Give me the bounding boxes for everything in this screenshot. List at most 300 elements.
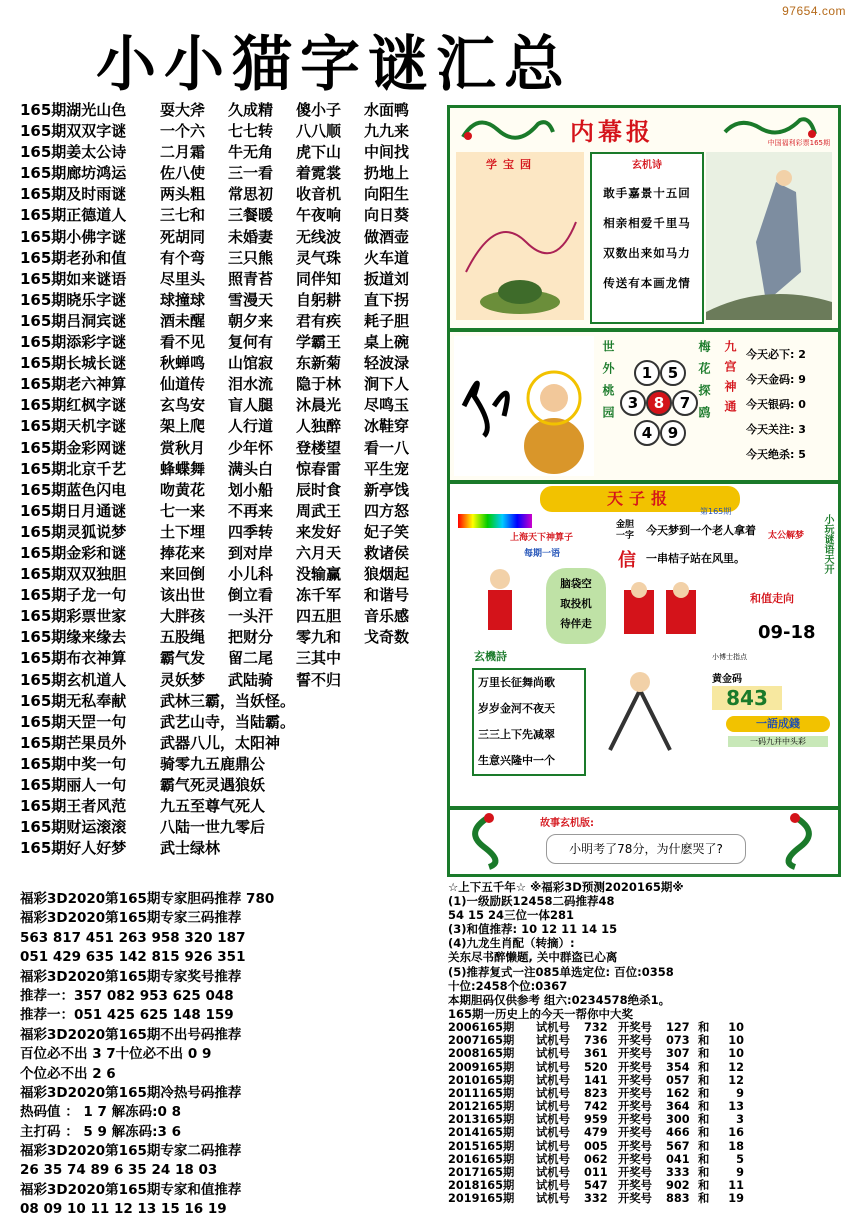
history-cell: 2011165期	[448, 1086, 515, 1100]
riddle-clue: 人行道	[228, 417, 274, 436]
history-row	[448, 1140, 848, 1153]
riddle-row	[20, 606, 440, 627]
history-cell: 开奖号	[618, 1060, 652, 1074]
history-table	[448, 1021, 848, 1206]
history-cell: 试机号	[536, 1073, 570, 1087]
history-cell: 试机号	[536, 1086, 570, 1100]
xin-char: 信	[618, 550, 636, 571]
history-cell: 和	[698, 1126, 710, 1140]
recommendation-line: 福彩3D2020第165期专家三码推荐	[20, 910, 242, 927]
riddle-source: 165期双双字谜	[20, 122, 127, 141]
riddle-clue: 盲人腿	[228, 396, 274, 415]
color-bar	[458, 514, 532, 528]
history-cell: 332	[584, 1192, 608, 1206]
riddle-source: 165期彩票世家	[20, 607, 127, 626]
history-cell: 开奖号	[618, 1113, 652, 1127]
riddle-clue: 常思初	[228, 185, 274, 204]
riddle-clue: 耍大斧	[160, 101, 206, 119]
history-cell: 和	[698, 1166, 710, 1179]
riddle-clue	[364, 670, 436, 691]
history-cell: 开奖号	[618, 1073, 652, 1087]
riddle-row	[20, 416, 440, 437]
riddle-source: 165期王者风范	[20, 797, 127, 816]
xiao-vert-text: 小玩谜语天开	[822, 514, 833, 574]
vert-right-text: 梅花探鸥	[697, 340, 711, 428]
riddle-list	[20, 100, 440, 859]
history-cell: 试机号	[536, 1060, 570, 1074]
turtle-icon	[456, 152, 584, 320]
riddle-clue: 三七和	[160, 206, 206, 225]
history-cell: 479	[584, 1126, 608, 1140]
riddle-clue: 蜂蝶舞	[160, 459, 206, 478]
history-cell: 364	[666, 1100, 690, 1114]
riddle-clue: 未婚妻	[228, 227, 274, 246]
number-ball: 9	[660, 420, 686, 446]
xuanji-poem-line: 岁岁金河不夜天	[478, 702, 555, 715]
riddle-clue: 火车道	[364, 248, 410, 267]
jindan-label: 金胆一字	[616, 520, 635, 541]
shanghai-label: 上海天下神算子	[510, 533, 574, 543]
riddle-clue	[364, 648, 436, 669]
vert-left-text: 世外桃园	[601, 340, 615, 428]
recommendation-line: 推荐一：357 082 953 625 048	[20, 987, 234, 1004]
number-ball: 5	[660, 360, 686, 386]
history-cell: 2013165期	[448, 1113, 515, 1127]
riddle-clue: 收音机	[296, 185, 342, 204]
history-row	[448, 1021, 848, 1034]
riddle-clue: 三只熊	[228, 248, 274, 267]
history-cell: 开奖号	[618, 1047, 652, 1061]
riddle-clue: 傻小子	[296, 101, 342, 119]
dream-line-2: 一串桔子站在风里。	[646, 552, 745, 565]
riddle-clue: 武陆骑	[228, 670, 274, 689]
xuanji-poem-line: 三三上下先减翠	[478, 728, 555, 741]
riddle-row	[20, 627, 440, 648]
riddle-clue: 来发好	[296, 522, 342, 541]
history-cell: 547	[584, 1179, 608, 1193]
site-watermark: 97654.com	[782, 4, 846, 18]
riddle-row	[20, 543, 440, 564]
riddle-source: 165期天罡一句	[20, 712, 127, 731]
history-cell: 和	[698, 1086, 710, 1100]
history-cell: 2017165期	[448, 1166, 515, 1179]
history-cell: 520	[584, 1060, 608, 1074]
riddle-source: 165期双双独胆	[20, 565, 127, 584]
history-cell: 和	[698, 1152, 710, 1166]
riddle-clue: 水面鸭	[364, 101, 410, 119]
dragon-bottom-right-icon	[760, 812, 830, 870]
dream-line-1: 今天梦到一个老人拿着	[646, 524, 756, 537]
prediction-line: 关东尽书醉懒题, 关中群盗已心离	[448, 950, 618, 965]
riddle-clue: 着霓裳	[296, 164, 342, 183]
history-cell: 361	[584, 1047, 608, 1061]
history-cell: 和	[698, 1113, 710, 1127]
riddle-phrase: 骑零九五鹿鼎公	[160, 754, 266, 773]
riddle-clue: 到对岸	[228, 543, 274, 562]
riddle-source: 165期正德道人	[20, 206, 127, 225]
poster-title: 内幕报	[570, 118, 654, 146]
riddle-clue: 死胡同	[160, 227, 206, 246]
riddle-clue: 人独醉	[296, 417, 342, 436]
riddle-clue: 誓不归	[296, 670, 342, 689]
riddle-phrase: 武林三霸，当妖怪。	[160, 691, 296, 710]
riddle-source: 165期及时雨谜	[20, 185, 127, 204]
riddle-clue: 妃子笑	[364, 522, 410, 541]
history-cell: 307	[666, 1047, 690, 1061]
left-picture	[456, 152, 584, 320]
riddle-clue: 一头汗	[228, 607, 274, 626]
history-cell: 和	[698, 1034, 710, 1048]
riddle-source: 165期廊坊鸿运	[20, 164, 127, 183]
bag-line: 取投机	[560, 598, 592, 610]
riddle-row	[20, 670, 440, 691]
riddle-row	[20, 691, 440, 712]
poster-top-panel	[447, 105, 841, 331]
stat-line: 今天关注: 3	[746, 423, 806, 436]
riddle-clue: 山馆寂	[228, 354, 274, 373]
riddle-clue: 照青苔	[228, 269, 274, 288]
monk-icon	[454, 336, 594, 476]
riddle-clue: 留二尾	[228, 649, 274, 668]
history-cell: 试机号	[536, 1166, 570, 1179]
riddle-clue: 小儿科	[228, 565, 274, 584]
riddle-row	[20, 353, 440, 374]
poster-lower-panel	[447, 481, 841, 809]
history-row	[448, 1061, 848, 1074]
poster-issue: 中国福利彩票165期	[767, 139, 830, 147]
riddle-clue: 看不见	[160, 333, 206, 352]
riddle-clue: 二月霜	[160, 143, 206, 162]
history-cell: 141	[584, 1073, 608, 1087]
riddle-clue: 东新菊	[296, 354, 342, 373]
stats-list	[746, 342, 834, 467]
history-cell: 开奖号	[618, 1034, 652, 1048]
riddle-clue: 周武王	[296, 501, 342, 520]
riddle-phrase: 霸气死灵遇狼妖	[160, 776, 266, 794]
history-cell: 开奖号	[618, 1139, 652, 1153]
riddle-row	[20, 142, 440, 163]
poster	[447, 105, 843, 875]
riddle-clue: 扔地上	[364, 164, 410, 183]
history-cell: 2019165期	[448, 1192, 515, 1206]
riddle-row	[20, 248, 440, 269]
recommendation-line: 563 817 451 263 958 320 187	[20, 929, 246, 946]
history-cell: 16	[728, 1126, 744, 1140]
riddle-source: 165期金彩和谜	[20, 543, 127, 562]
history-cell: 试机号	[536, 1126, 570, 1140]
recommendation-line: 福彩3D2020第165期专家胆码推荐 780	[20, 891, 275, 907]
recommendation-line: 051 429 635 142 815 926 351	[20, 949, 246, 966]
riddle-source: 165期缘来缘去	[20, 628, 127, 647]
riddle-clue: 三其中	[296, 649, 342, 668]
riddle-source: 165期玄机道人	[20, 670, 127, 689]
history-cell: 011	[584, 1166, 608, 1179]
taigong-label: 太公解梦	[768, 531, 805, 541]
riddle-clue: 七一来	[160, 501, 206, 520]
riddle-clue: 酒未醒	[160, 311, 206, 330]
riddle-clue: 久成精	[228, 101, 274, 119]
history-cell: 试机号	[536, 1152, 570, 1166]
number-ball: 1	[634, 360, 660, 386]
history-row	[448, 1113, 848, 1126]
number-ball: 7	[672, 390, 698, 416]
history-cell: 823	[584, 1086, 608, 1100]
page-title: 小小猫字谜汇总	[96, 30, 572, 100]
history-cell: 试机号	[536, 1100, 570, 1114]
history-cell: 9	[736, 1166, 744, 1179]
riddle-clue: 一个六	[160, 122, 206, 141]
recommendation-line: 福彩3D2020第165期专家和值推荐	[20, 1181, 242, 1198]
prediction-line: ☆上下五千年☆ ※福彩3D预测2020165期※	[448, 880, 684, 894]
scholar-picture	[706, 152, 832, 320]
riddle-clue: 九九来	[364, 122, 410, 141]
riddle-clue: 赏秋月	[160, 438, 206, 457]
history-cell: 2009165期	[448, 1060, 515, 1074]
history-cell: 10	[728, 1047, 744, 1061]
history-cell: 742	[584, 1100, 608, 1114]
riddle-row	[20, 754, 440, 775]
dragon-bottom-left-icon	[454, 812, 524, 870]
history-cell: 2008165期	[448, 1047, 515, 1061]
history-cell: 10	[728, 1034, 744, 1048]
history-cell: 333	[666, 1166, 690, 1179]
riddle-clue: 轻波渌	[364, 354, 410, 373]
history-row	[448, 1087, 848, 1100]
riddle-source: 165期灵狐说梦	[20, 522, 127, 541]
riddle-source: 165期姜太公诗	[20, 143, 127, 162]
riddle-clue: 和谐号	[364, 586, 410, 605]
riddle-row	[20, 838, 440, 859]
riddle-clue: 雪漫天	[228, 290, 274, 309]
riddle-row	[20, 817, 440, 838]
history-cell: 和	[698, 1060, 710, 1074]
number-ball: 8	[646, 390, 672, 416]
history-cell: 试机号	[536, 1179, 570, 1193]
riddle-source: 165期添彩字谜	[20, 333, 127, 352]
riddle-clue: 新亭饯	[364, 480, 410, 499]
riddle-clue: 四季转	[228, 522, 274, 541]
banner: 天子报	[540, 486, 740, 512]
recommendation-line: 08 09 10 11 12 13 15 16 19	[20, 1201, 227, 1218]
riddle-clue: 吻黄花	[160, 480, 206, 499]
riddle-clue: 朝夕来	[228, 311, 274, 330]
riddle-source: 165期芒果员外	[20, 733, 127, 752]
recommendation-line: 福彩3D2020第165期专家二码推荐	[20, 1143, 242, 1160]
history-cell: 开奖号	[618, 1020, 652, 1034]
stat-line: 今天银码: 0	[746, 398, 806, 411]
riddle-source: 165期布衣神算	[20, 649, 127, 668]
riddle-clue: 七七转	[228, 122, 274, 141]
riddle-clue: 看一八	[364, 438, 410, 457]
history-cell: 试机号	[536, 1047, 570, 1061]
history-cell: 354	[666, 1060, 690, 1074]
riddle-clue: 没输赢	[296, 565, 342, 584]
riddle-clue: 向日葵	[364, 206, 410, 225]
history-cell: 开奖号	[618, 1166, 652, 1179]
riddle-source: 165期晓乐字谜	[20, 290, 127, 309]
riddle-clue: 涧下人	[364, 375, 410, 394]
riddle-source: 165期红枫字谜	[20, 396, 127, 415]
riddle-clue: 三一看	[228, 164, 274, 183]
history-cell: 300	[666, 1113, 690, 1127]
riddle-clue: 狼烟起	[364, 565, 410, 584]
history-cell: 11	[728, 1179, 744, 1193]
history-row	[448, 1100, 848, 1113]
history-cell: 567	[666, 1139, 690, 1153]
riddle-clue: 仙道传	[160, 375, 206, 394]
dragon-right-icon	[720, 112, 820, 146]
history-cell: 开奖号	[618, 1192, 652, 1206]
history-cell: 005	[584, 1139, 608, 1153]
history-cell: 2016165期	[448, 1152, 515, 1166]
recommendation-line: 26 35 74 89 6 35 24 18 03	[20, 1162, 218, 1179]
history-cell: 开奖号	[618, 1179, 652, 1193]
bag-line: 待伴走	[560, 618, 592, 630]
recommendation-line: 福彩3D2020第165期不出号码推荐	[20, 1026, 242, 1043]
riddle-row	[20, 648, 440, 669]
history-cell: 试机号	[536, 1020, 570, 1034]
riddle-source: 165期财运滚滚	[20, 818, 127, 837]
stat-line: 今天必下: 2	[746, 348, 806, 361]
riddle-source: 165期中奖一句	[20, 754, 127, 773]
riddle-row	[20, 564, 440, 585]
riddle-clue: 划小船	[228, 480, 274, 499]
riddle-source: 165期老六神算	[20, 375, 127, 394]
poster-middle-panel	[447, 329, 841, 483]
prediction-line: 165期一历史上的今天一帮你中大奖	[448, 1006, 634, 1021]
riddle-phrase: 武器八儿，太阳神	[160, 733, 281, 752]
riddle-clue: 音乐感	[364, 607, 410, 626]
history-row	[448, 1179, 848, 1192]
xuanji-label: 玄機詩	[474, 650, 507, 663]
yima-label: 一码九并中头彩	[728, 736, 828, 747]
number-balls	[620, 340, 692, 470]
riddle-row	[20, 733, 440, 754]
riddle-row	[20, 269, 440, 290]
xuanji-poem-line: 万里长征舞尚歌	[478, 676, 555, 689]
riddle-phrase: 八陆一世九零后	[160, 818, 266, 837]
riddle-source: 165期日月通谜	[20, 501, 127, 520]
riddle-clue: 球撞球	[160, 290, 206, 309]
recommendation-line: 福彩3D2020第165期冷热号码推荐	[20, 1084, 242, 1101]
history-row	[448, 1074, 848, 1087]
riddle-clue: 少年怀	[228, 438, 274, 457]
riddle-clue: 沐晨光	[296, 396, 342, 415]
stat-line: 今天绝杀: 5	[746, 448, 806, 461]
prediction-line: (1)一级励跃12458二码推荐48	[448, 894, 615, 909]
riddle-row	[20, 100, 440, 121]
history-cell: 开奖号	[618, 1100, 652, 1114]
history-cell: 2010165期	[448, 1073, 515, 1087]
history-cell: 试机号	[536, 1034, 570, 1048]
history-cell: 19	[728, 1192, 744, 1206]
daily-label: 每期一语	[524, 549, 561, 559]
poem-line: 传送有本画龙情	[603, 276, 691, 290]
riddle-source: 165期如来谜语	[20, 269, 127, 288]
riddle-phrase: 武士绿林	[160, 839, 221, 858]
history-row	[448, 1166, 848, 1179]
history-cell: 13	[728, 1100, 744, 1114]
poem-line: 敢手嘉景十五回	[603, 186, 691, 200]
riddle-clue: 午夜响	[296, 206, 342, 225]
fighter-icon	[590, 660, 700, 764]
history-cell: 和	[698, 1020, 710, 1034]
history-row	[448, 1153, 848, 1166]
riddle-clue: 四方怒	[364, 501, 410, 520]
riddle-source: 165期子龙一句	[20, 586, 127, 605]
riddle-source: 165期丽人一句	[20, 776, 127, 794]
riddle-clue: 君有疾	[296, 311, 342, 330]
riddle-source: 165期小佛字谜	[20, 227, 127, 246]
history-cell: 073	[666, 1034, 690, 1048]
poem-title: 玄机诗	[632, 160, 662, 171]
riddle-clue: 自躬耕	[296, 290, 342, 309]
history-cell: 开奖号	[618, 1086, 652, 1100]
story-title: 故事玄机版:	[540, 818, 594, 829]
riddle-row	[20, 438, 440, 459]
riddle-clue: 把财分	[228, 628, 274, 647]
history-cell: 062	[584, 1152, 608, 1166]
riddle-row	[20, 227, 440, 248]
prediction-line: (4)九龙生肖配（转摘）:	[448, 936, 575, 951]
recommendation-line: 百位必不出 3 7十位必不出 0 9	[20, 1046, 212, 1063]
history-cell: 和	[698, 1047, 710, 1061]
recommendation-line: 热码值 ： 1 7 解冻码:0 8	[20, 1104, 181, 1121]
riddle-clue: 虎下山	[296, 143, 342, 162]
riddle-clue: 该出世	[160, 586, 206, 605]
history-cell: 和	[698, 1139, 710, 1153]
riddle-clue: 架上爬	[160, 417, 206, 436]
riddle-row	[20, 775, 440, 796]
riddle-clue: 耗子胆	[364, 311, 410, 330]
riddle-clue: 六月天	[296, 543, 342, 562]
history-cell: 057	[666, 1073, 690, 1087]
riddle-clue: 五股绳	[160, 628, 206, 647]
recommendation-line: 福彩3D2020第165期专家奖号推荐	[20, 968, 242, 985]
riddle-clue: 复何有	[228, 333, 274, 352]
riddle-clue: 灵妖梦	[160, 670, 206, 689]
history-row	[448, 1192, 848, 1205]
riddle-clue: 泪水流	[228, 375, 274, 394]
history-row	[448, 1034, 848, 1047]
history-cell: 2012165期	[448, 1100, 515, 1114]
prediction-line: (5)推荐复式一注085单选定位: 百位:0358	[448, 964, 674, 979]
riddle-clue: 倒立看	[228, 586, 274, 605]
number-ball: 3	[620, 390, 646, 416]
riddle-clue: 救诸侯	[364, 543, 410, 562]
history-row	[448, 1047, 848, 1060]
riddle-source: 165期好人好梦	[20, 839, 127, 858]
riddle-clue: 扳道刘	[364, 269, 410, 288]
history-cell: 开奖号	[618, 1152, 652, 1166]
riddle-source: 165期北京千艺	[20, 459, 127, 478]
riddle-clue: 牛无角	[228, 143, 274, 162]
bag-line: 脑袋空	[560, 578, 592, 590]
riddle-clue: 无线波	[296, 227, 342, 246]
history-cell: 466	[666, 1126, 690, 1140]
riddle-source: 165期老孙和值	[20, 248, 127, 267]
riddle-row	[20, 395, 440, 416]
riddle-source: 165期蓝色闪电	[20, 480, 127, 499]
history-cell: 和	[698, 1192, 710, 1206]
riddle-clue: 冻千军	[296, 586, 342, 605]
riddle-phrase: 武艺山寺，当陆霸。	[160, 712, 296, 731]
figure-icon	[470, 564, 530, 644]
history-cell: 试机号	[536, 1139, 570, 1153]
riddle-clue: 同伴知	[296, 269, 342, 288]
riddle-clue: 学霸王	[296, 333, 342, 352]
riddle-clue: 捧花来	[160, 543, 206, 562]
